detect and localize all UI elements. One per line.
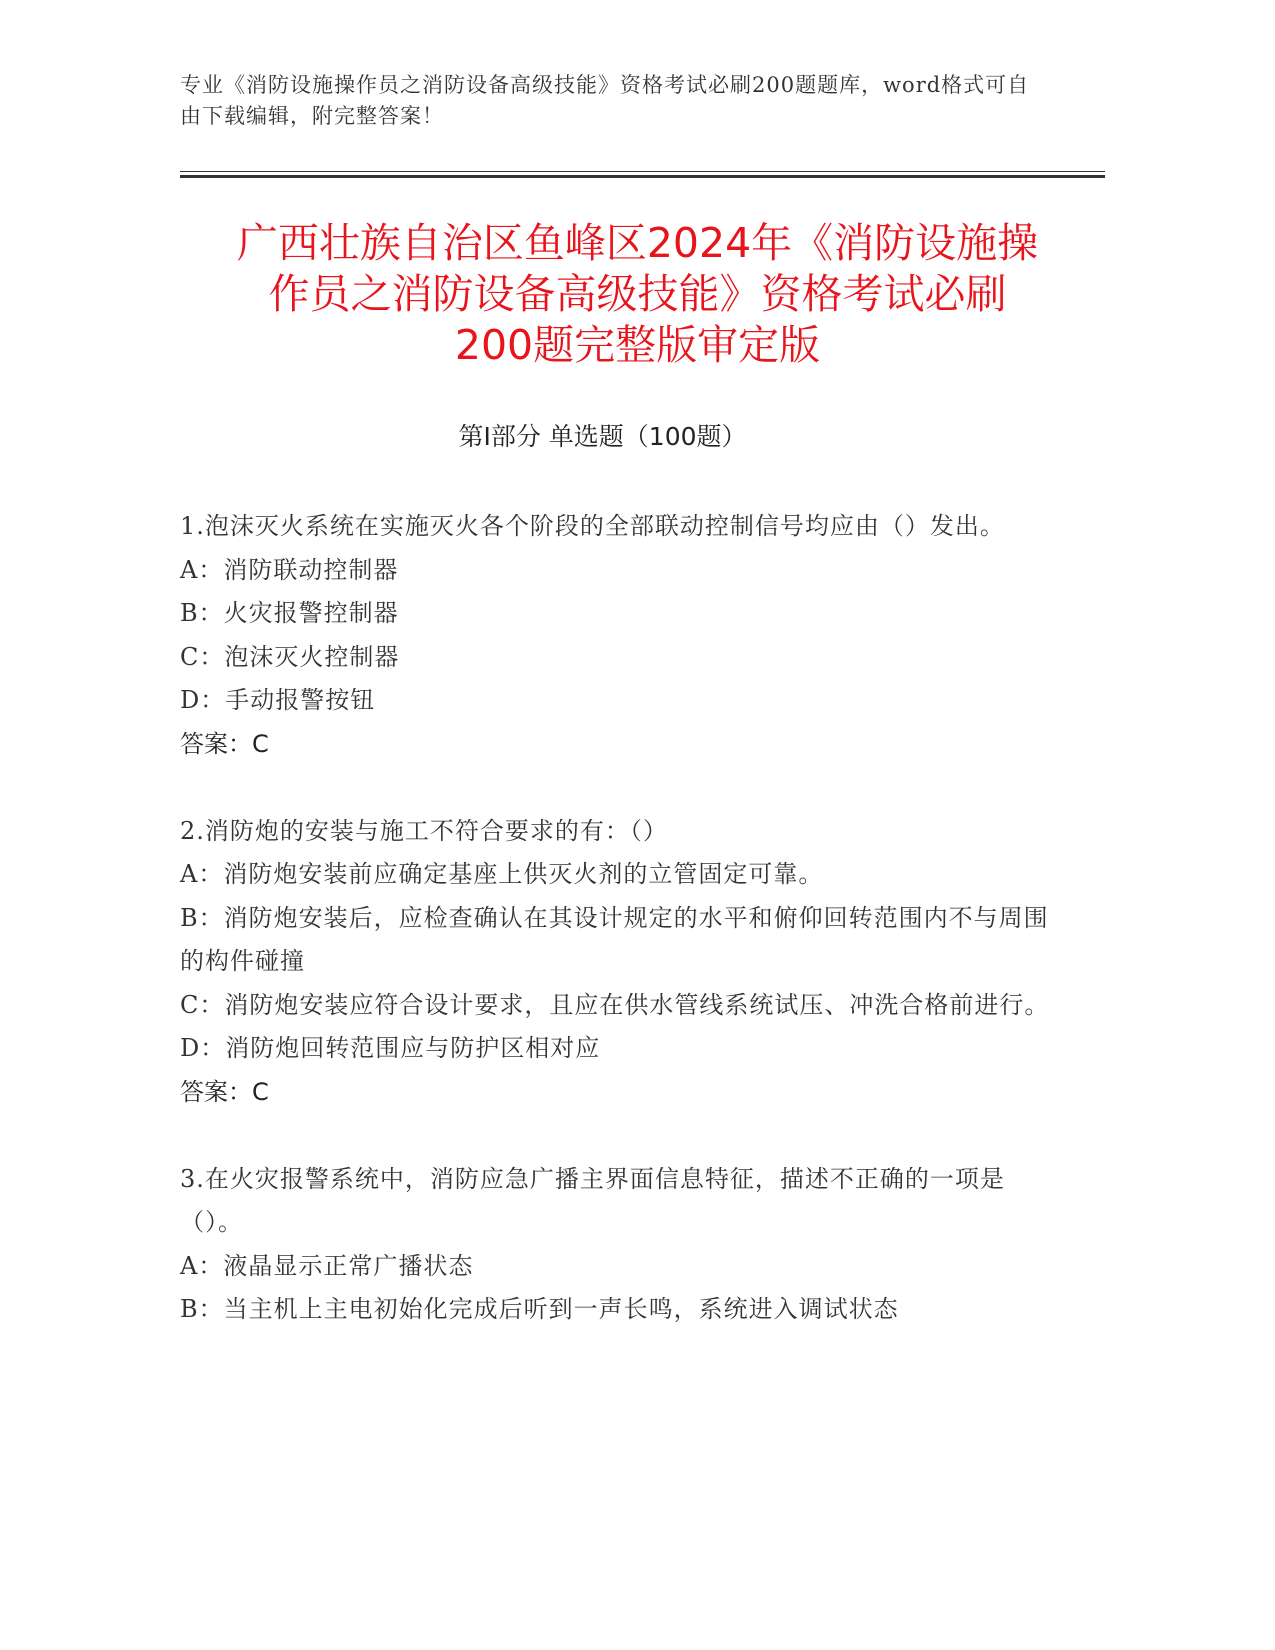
answer: 答案：C [180,1077,269,1106]
option-b: B：火灾报警控制器 [180,599,399,627]
question-list [180,505,1050,1375]
option-d: D：消防炮回转范围应与防护区相对应 [180,1034,601,1062]
question-3 [180,1158,1050,1332]
option-a: A：消防联动控制器 [180,555,399,584]
question-stem: 2.消防炮的安装与施工不符合要求的有：（） [180,816,668,845]
option-a: A：液晶显示正常广播状态 [180,1251,474,1280]
option-a: A：消防炮安装前应确定基座上供灭火剂的立管固定可靠。 [180,860,824,888]
answer: 答案：C [180,729,269,758]
section-title: 第I部分 单选题（100题） [458,422,747,451]
header-note: 专业《消防设施操作员之消防设备高级技能》资格考试必刷200题题库，word格式可自由下载编辑，附完整答案！ [180,73,1030,128]
document-title [150,218,1125,371]
option-c: C：泡沫灭火控制器 [180,642,400,671]
option-c: C：消防炮安装应符合设计要求，且应在供水管线系统试压、冲洗合格前进行。 [180,990,1050,1019]
option-b: B：消防炮安装后，应检查确认在其设计规定的水平和俯仰回转范围内不与周围的构件碰撞 [180,903,1049,975]
question-stem: 3.在火灾报警系统中，消防应急广播主界面信息特征，描述不正确的一项是（）。 [180,1164,1005,1236]
question-stem: 1.泡沫灭火系统在实施灭火各个阶段的全部联动控制信号均应由（）发出。 [180,512,1005,540]
header-divider-thick [180,175,1105,178]
header-divider-thin [180,171,1105,172]
option-b: B：当主机上主电初始化完成后听到一声长鸣，系统进入调试状态 [180,1295,899,1323]
title-line-2: 作员之消防设备高级技能》资格考试必刷 [268,270,1007,318]
option-d: D：手动报警按钮 [180,686,376,714]
question-2 [180,810,1050,1115]
title-line-3: 200题完整版审定版 [454,321,821,369]
question-1 [180,505,1050,766]
title-line-1: 广西壮族自治区鱼峰区2024年《消防设施操 [236,219,1039,267]
